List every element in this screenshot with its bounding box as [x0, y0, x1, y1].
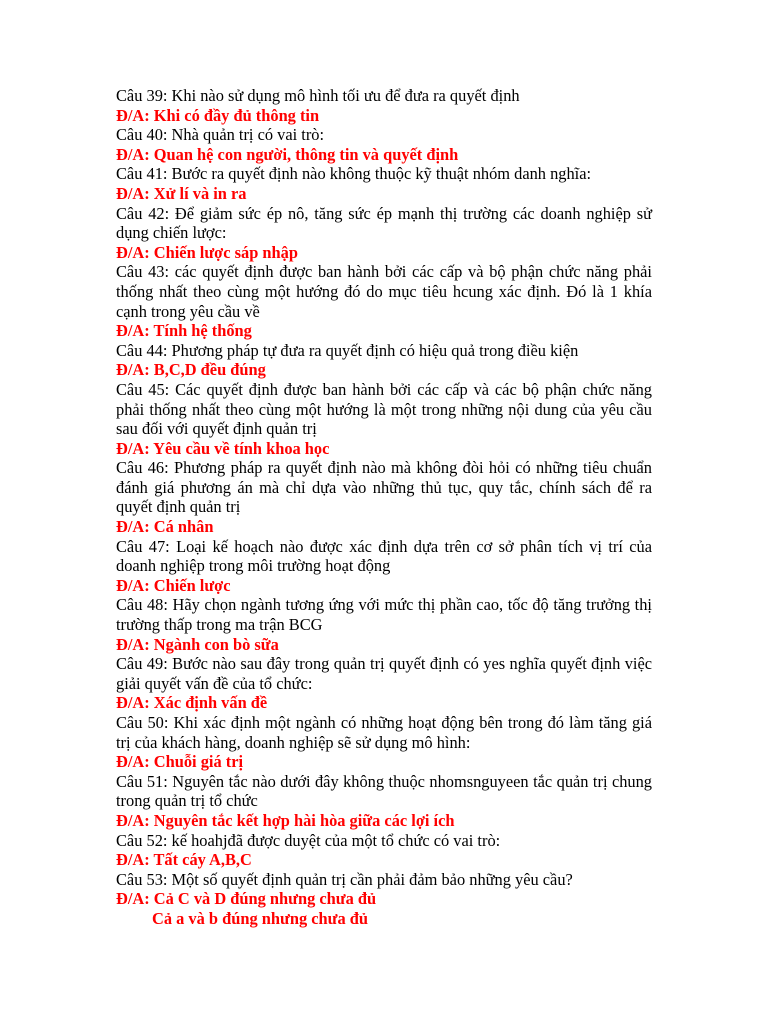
answer-39: Đ/A: Khi có đầy đủ thông tin — [116, 105, 320, 125]
question-45: Câu 45: Các quyết định được ban hành bởi các cấp và các bộ phận chức năng phải thống nhất theo cùng một hướng là một trong những nội dung của yêu cầu sau đối với quyết định quản trị — [116, 379, 652, 439]
question-48: Câu 48: Hãy chọn ngành tương ứng với mức thị phần cao, tốc độ tăng trưởng thị trường thấp trong ma trận BCG — [116, 595, 652, 635]
answer-50: Đ/A: Chuỗi giá trị — [116, 752, 244, 772]
answer-46: Đ/A: Cá nhân — [116, 517, 214, 537]
answer-44: Đ/A: B,C,D đều đúng — [116, 360, 266, 380]
question-50: Câu 50: Khi xác định một ngành có những hoạt động bên trong đó làm tăng giá trị của khách hàng, doanh nghiệp sẽ sử dụng mô hình: — [116, 713, 652, 752]
answer-48: Đ/A: Ngành con bò sữa — [116, 634, 279, 654]
question-52: Câu 52: kế hoahjđã được duyệt của một tổ chức có vai trò: — [116, 830, 501, 850]
question-49: Câu 49: Bước nào sau đây trong quản trị quyết định có yes nghĩa quyết định việc giải quyết vấn đề của tổ chức: — [116, 654, 652, 693]
answer-53: Đ/A: Cả C và D đúng nhưng chưa đủ — [116, 889, 377, 909]
document-page — [116, 86, 652, 929]
question-39: Câu 39: Khi nào sử dụng mô hình tối ưu để đưa ra quyết định — [116, 86, 520, 105]
answer-51: Đ/A: Nguyên tắc kết hợp hài hòa giữa các lợi ích — [116, 810, 455, 830]
question-44: Câu 44: Phương pháp tự đưa ra quyết định có hiệu quả trong điều kiện — [116, 340, 579, 360]
question-42: Câu 42: Để giảm sức ép nô, tăng sức ép mạnh thị trường các doanh nghiệp sử dụng chiến lược: — [116, 203, 652, 243]
question-51: Câu 51: Nguyên tắc nào dưới đây không thuộc nhomsnguyeen tắc quản trị chung trong quản trị tổ chức — [116, 771, 652, 811]
answer-49: Đ/A: Xác định vấn đề — [116, 693, 268, 713]
question-47: Câu 47: Loại kế hoạch nào được xác định dựa trên cơ sở phân tích vị trí của doanh nghiệp trong môi trường hoạt động — [116, 536, 652, 576]
question-41: Câu 41: Bước ra quyết định nào không thuộc kỹ thuật nhóm danh nghĩa: — [116, 164, 592, 184]
answer-53-extra: Cả a và b đúng nhưng chưa đủ — [152, 908, 368, 928]
question-46: Câu 46: Phương pháp ra quyết định nào mà không đòi hỏi có những tiêu chuẩn đánh giá phương án mà chỉ dựa vào những thủ tục, quy tắc, chính sách để ra quyết định quản trị — [116, 458, 652, 517]
answer-45: Đ/A: Yêu cầu về tính khoa học — [116, 438, 330, 458]
answer-47: Đ/A: Chiến lược — [116, 575, 231, 595]
question-53: Câu 53: Một số quyết định quản trị cần phải đảm bảo những yêu cầu? — [116, 869, 573, 889]
answer-52: Đ/A: Tất cáy A,B,C — [116, 850, 252, 870]
answer-41: Đ/A: Xử lí và in ra — [116, 183, 247, 203]
question-40: Câu 40: Nhà quản trị có vai trò: — [116, 125, 325, 145]
answer-43: Đ/A: Tính hệ thống — [116, 321, 252, 341]
answer-40: Đ/A: Quan hệ con người, thông tin và quyết định — [116, 144, 459, 164]
question-43: Câu 43: các quyết định được ban hành bởi các cấp và bộ phận chức năng phải thống nhất theo cùng một hướng đó do mục tiêu hcung xác định. Đó là 1 khía cạnh trong yêu cầu về — [116, 262, 652, 321]
answer-42: Đ/A: Chiến lược sáp nhập — [116, 242, 298, 262]
